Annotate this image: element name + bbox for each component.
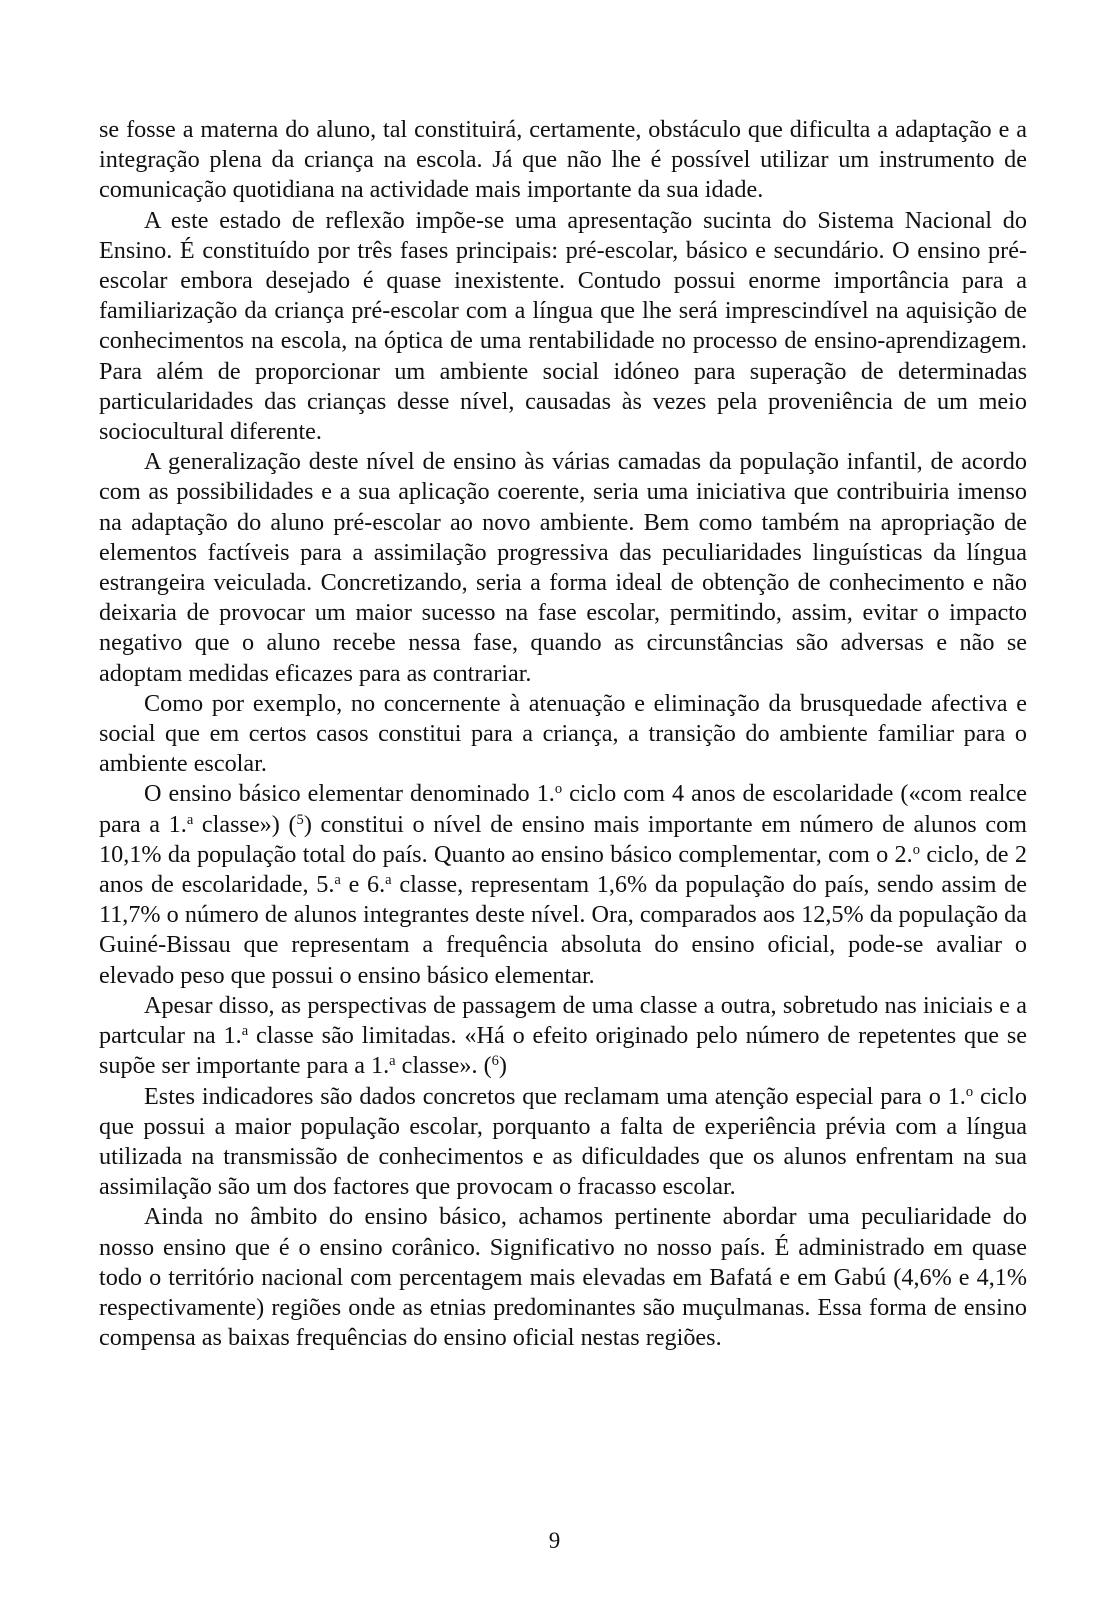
text-segment: ) constitui o nível de ensino mais importante em número de alunos com 10,1% da população total do país. Quanto ao ensino básico complementar, com o 2. [99,810,1027,868]
superscript: a [241,1023,249,1040]
text-segment: ciclo com 4 anos de escolaridade («com realce para a 1. [99,780,1027,838]
text-segment: Apesar disso, as perspectivas de passagem de uma classe a outra, sobretudo nas iniciais e a partcular na 1. [99,991,1027,1050]
text-segment: O ensino básico elementar denominado 1. [144,780,555,808]
text-segment: classe, representam 1,6% da população do país, sendo assim de 11,7% o número de alunos integrantes deste nível. Ora, comparados aos 12,5% da população da Guiné-Bissau que representam a frequência absoluta do ensino oficial, pode-se avaliar o elevado peso que possui o ensino básico elementar. [99,871,1027,989]
text-segment: classe são limitadas. «Há o efeito originado pelo número de repetentes que se supõe ser importante para a 1. [99,1022,1027,1080]
superscript: 6 [491,1053,499,1070]
text-segment: ciclo, de 2 anos de escolaridade, 5. [99,840,1027,899]
paragraph [99,115,1027,206]
superscript: o [912,841,920,858]
superscript: a [334,872,341,889]
text-segment: Ainda no âmbito do ensino básico, achamos pertinente abordar uma peculiaridade do nosso ensino que é o ensino corânico. Significativo no nosso país. É administrado em quase todo o território nacional com percentagem mais elevadas em Bafatá e em Gabú (4,6% e 4,1% respectivamente) regiões onde as etnias predominantes são muçulmanas. Essa forma de ensino compensa as baixas frequências do ensino oficial nestas regiões. [99,1203,1027,1352]
superscript: a [186,811,194,828]
paragraph [99,447,1027,689]
superscript: 5 [296,811,304,828]
text-segment: ciclo que possui a maior população escolar, porquanto a falta de experiência prévia com a língua utilizada na transmissão de conhecimentos e as dificuldades que os alunos enfrentam na sua assimilação são um dos factores que provocam o fracasso escolar. [99,1082,1027,1201]
text-segment: A este estado de reflexão impõe-se uma apresentação sucinta do Sistema Nacional do Ensino. É constituído por três fases principais: pré-escolar, básico e secundário. O ensino pré-escolar embora desejado é quase inexistente. Contudo possui enorme importância para a familiarização da criança pré-escolar com a língua que lhe será imprescindível na aquisição de conhecimentos na escola, na óptica de uma rentabilidade no processo de ensino-aprendizagem. Para além de proporcionar um ambiente social idóneo para superação de determinadas particularidades das crianças desse nível, causadas às vezes pela proveniência de um meio sociocultural diferente. [99,206,1027,446]
paragraph [99,689,1027,780]
page-number: 9 [548,1528,561,1553]
text-segment: Como por exemplo, no concernente à atenuação e eliminação da brusquedade afectiva e social que em certos casos constitui para a criança, a transição do ambiente familiar para o ambiente escolar. [99,689,1027,778]
paragraph [99,1082,1027,1203]
text-segment: e 6. [340,871,386,899]
body-text [99,115,1027,1353]
text-segment: se fosse a materna do aluno, tal constituirá, certamente, obstáculo que dificulta a adaptação e a integração plena da criança na escola. Já que não lhe é possível utilizar um instrumento de comunicação quotidiana na actividade mais importante da sua idade. [99,116,1027,204]
text-segment: ) [498,1052,507,1080]
text-segment: A generalização deste nível de ensino às várias camadas da população infantil, de acordo com as possibilidades e a sua aplicação coerente, seria uma iniciativa que contribuiria imenso na adaptação do aluno pré-escolar ao novo ambiente. Bem como também na apropriação de elementos factíveis para a assimilação progressiva das peculiaridades linguísticas da língua estrangeira veiculada. Concretizando, seria a forma ideal de obtenção de conhecimento e não deixaria de provocar um maior sucesso na fase escolar, permitindo, assim, evitar o impacto negativo que o aluno recebe nessa fase, quando as circunstâncias são adversas e não se adoptam medidas eficazes para as contrariar. [99,448,1027,687]
paragraph [99,206,1027,448]
paragraph [99,1202,1027,1353]
paragraph [99,991,1027,1082]
paragraph [99,779,1027,990]
text-segment: classe». ( [395,1052,492,1080]
superscript: o [554,781,563,798]
superscript: a [389,1053,396,1070]
text-segment: Estes indicadores são dados concretos que reclamam uma atenção especial para o 1. [144,1082,966,1110]
text-segment: classe») ( [193,810,297,838]
superscript: a [385,872,392,889]
superscript: o [965,1083,974,1100]
